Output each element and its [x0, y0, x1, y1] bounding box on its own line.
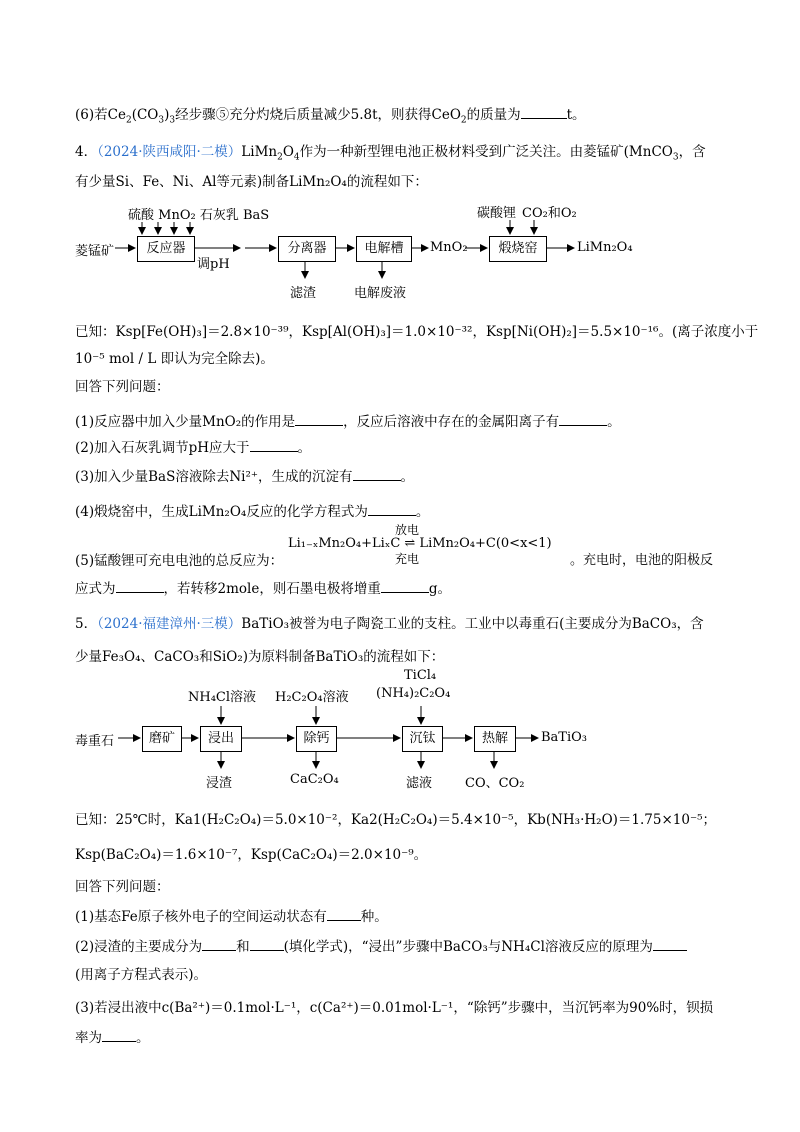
q4-li-input: 碳酸锂	[477, 206, 517, 221]
q4-known: 已知：Ksp[Fe(OH)₃]＝2.8×10⁻³⁹，Ksp[Al(OH)₃]＝1.0×10⁻³²，Ksp[Ni(OH)₂]＝5.5×10⁻¹⁶。(离子浓度小于	[75, 324, 759, 340]
q5-sub1-blank[interactable]	[327, 906, 361, 921]
q4-sub5-a: (5)锰酸锂可充电电池的总反应为：	[75, 553, 284, 569]
q5-known-2: Ksp(BaC₂O₄)＝1.6×10⁻⁷，Ksp(CaC₂O₄)＝2.0×10⁻⁹。	[75, 847, 428, 863]
q4-inputs: 硫酸 MnO₂ 石灰乳 BaS	[128, 208, 270, 223]
q5-box-leach: 浸出	[200, 726, 242, 752]
q4-sub3: (3)加入少量BaS溶液除去Ni²⁺，生成的沉淀有 。	[75, 465, 414, 485]
q4-raw-material: 菱锰矿	[75, 244, 115, 259]
q4-box-kiln: 煅烧窑	[489, 236, 547, 262]
q5-sub2-blank3[interactable]	[653, 936, 687, 951]
q4-box-electrolyzer: 电解槽	[356, 236, 412, 262]
q4-waste-residue: 滤渣	[290, 286, 317, 301]
q5-waste-cac2o4: CaC₂O₄	[290, 772, 339, 787]
q4-sub5-b: 。充电时，电池的阳极反	[570, 553, 714, 568]
q5-sub2-blank2[interactable]	[250, 936, 284, 951]
q5-known-1: 已知：25℃时，Ka1(H₂C₂O₄)＝5.0×10⁻²，Ka2(H₂C₂O₄)＝5.4×10⁻⁵，Kb(NH₃·H₂O)＝1.75×10⁻⁵；	[75, 812, 716, 828]
q4-box-reactor: 反应器	[137, 236, 195, 262]
q5-input-h2c2o4: H₂C₂O₄溶液	[275, 690, 349, 705]
q5-waste-filtrate: 滤液	[406, 776, 433, 791]
q4-sub1: (1)反应器中加入少量MnO₂的作用是 ，反应后溶液中存在的金属阳离子有 。	[75, 410, 621, 430]
q5-input-nh4cl: NH₄Cl溶液	[188, 690, 257, 705]
q4-eq-discharge: 放电	[395, 523, 420, 537]
q5-source-tag: （2024·福建漳州·三模）	[97, 616, 242, 632]
q4-sub2: (2)加入石灰乳调节pH应大于 。	[75, 436, 311, 456]
q5-sub2-line2: (用离子方程式表示)。	[75, 967, 208, 983]
q5-box-pyrolysis: 热解	[474, 726, 516, 752]
q5-box-precipitate-ti: 沉钛	[402, 726, 443, 752]
q5-intro: 5．（2024·福建漳州·三模）BaTiO₃被誉为电子陶瓷工业的支柱。工业中以毒重石(主要成分为BaCO₃，含	[75, 616, 704, 632]
q5-sub2-blank1[interactable]	[202, 936, 236, 951]
q4-product: LiMn₂O₄	[577, 240, 633, 255]
q5-sub2: (2)浸渣的主要成分为 和 (填化学式)，“浸出”步骤中BaCO₃与NH₄Cl溶液反应的原理为	[75, 935, 687, 955]
q5-waste-residue: 浸渣	[206, 776, 233, 791]
q5-sub3-line2: 率为 。	[75, 1026, 150, 1046]
q5-product: BaTiO₃	[541, 730, 588, 745]
q4-waste-liquid: 电解废液	[354, 286, 407, 301]
q5-sub3-blank[interactable]	[102, 1027, 136, 1042]
q4-intro: 4．（2024·陕西咸阳·二模）$LiMn_2O_4$作为一种新型锂电池正极材料受到广泛关注。由菱锰矿(MnCO$_3$，含	[75, 144, 706, 163]
q5-number: 5．	[75, 616, 98, 632]
q5-waste-gas: CO、CO₂	[465, 776, 525, 791]
q4-eq-charge: 充电	[395, 552, 420, 566]
q4-source-tag: （2024·陕西咸阳·二模）	[97, 144, 242, 160]
q4-number: 4．	[75, 144, 98, 160]
q4-gas-input: CO₂和O₂	[522, 206, 577, 221]
q4-ph-label: 调pH	[197, 257, 230, 272]
q4-sub5-line2: 应式为 ，若转移2mole，则石墨电极将增重 g。	[75, 577, 451, 597]
q4-battery-equation: Li₁₋ₓMn₂O₄+LiₓC ⇌ LiMn₂O₄+C(0<x<1)	[288, 536, 552, 551]
q5-input-ticl4: TiCl₄	[404, 668, 437, 683]
q5-sub1: (1)基态Fe原子核外电子的空间运动状态有 种。	[75, 905, 388, 925]
q5-raw-material: 毒重石	[75, 734, 115, 749]
q5-box-decalcify: 除钙	[296, 726, 337, 752]
q5-intro-line2: 少量Fe₃O₄、CaCO₃和SiO₂)为原料制备BaTiO₃的流程如下：	[75, 649, 445, 665]
q4-box-separator: 分离器	[278, 236, 336, 262]
q4-known-2: 10⁻⁵ mol / L 即认为完全除去)。	[75, 351, 274, 367]
q6-line: (6)若$Ce_2(CO_3)_3$经步骤⑤充分灼烧后质量减少5.8t，则获得CeO$_2$的质量为 t。	[75, 103, 586, 126]
q4-sub4: (4)煅烧窑中，生成LiMn₂O₄反应的化学方程式为 。	[75, 500, 429, 520]
q5-input-nh4-c2o4: (NH₄)₂C₂O₄	[376, 686, 451, 701]
q5-sub3: (3)若浸出液中c(Ba²⁺)＝0.1mol·L⁻¹，c(Ca²⁺)＝0.01mol·L⁻¹，“除钙”步骤中，当沉钙率为90%时，钡损	[75, 1000, 714, 1016]
q4-answer-prompt: 回答下列问题：	[75, 379, 170, 395]
q5-answer-prompt: 回答下列问题：	[75, 879, 170, 895]
q5-box-grind: 磨矿	[142, 726, 182, 752]
q4-intro-line2: 有少量Si、Fe、Ni、Al等元素)制备LiMn₂O₄的流程如下：	[75, 174, 428, 190]
q4-mno2: MnO₂	[430, 240, 468, 255]
